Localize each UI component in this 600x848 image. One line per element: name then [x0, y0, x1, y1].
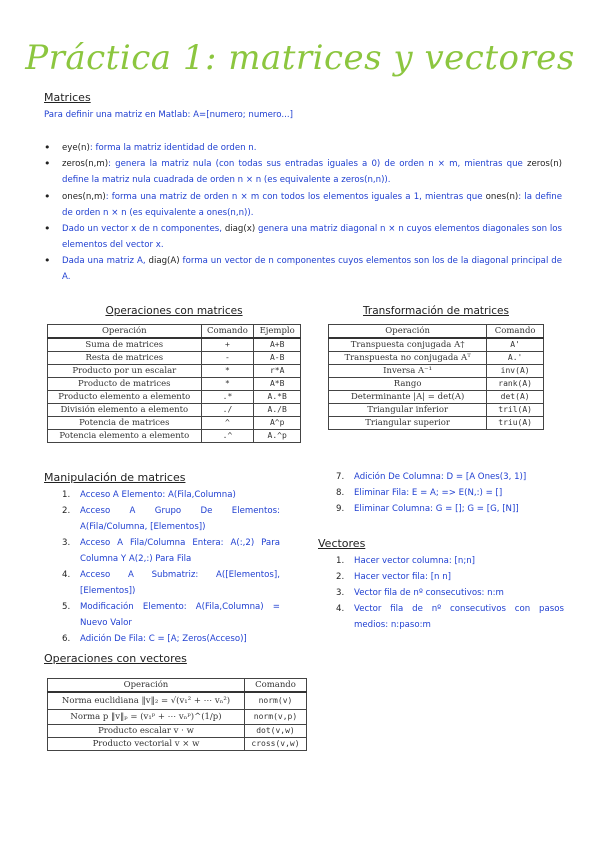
table-row: Transpuesta conjugada A† A'	[329, 338, 544, 352]
list-item: 8. Eliminar Fila: E = A; => E(N,:) = []	[336, 488, 503, 498]
list-item: 1. Hacer vector columna: [n;n]	[336, 556, 476, 566]
table-row: Producto escalar v · w dot(v,w)	[48, 725, 307, 738]
list-item: 1. Acceso A Elemento: A(Fila,Columna)	[62, 490, 236, 500]
ops-matrices-table: Operación Comando Ejemplo Suma de matrices + A+B Resta de matrices - A-B Producto por un escalar * r*A Producto de matrices * A*B Producto elemento a elemento .* A.*B División elemento a elemento ./ A./B Potencia de matrices ^ A^p Potencia elemento a elemento .^ A.^p	[47, 324, 301, 443]
table-row: Inversa A⁻¹ inv(A)	[329, 365, 544, 378]
table-row: Producto de matrices * A*B	[48, 378, 301, 391]
list-item: 4. Acceso A Submatriz: A([Elementos], [Elementos])	[62, 570, 280, 596]
table-row: Potencia elemento a elemento .^ A.^p	[48, 430, 301, 443]
table-row: Triangular inferior tril(A)	[329, 404, 544, 417]
table-row: Producto por un escalar * r*A	[48, 365, 301, 378]
bullet-diag-a: • Dada una matriz A, diag(A) forma un vector de n componentes cuyos elementos son los de la diagonal principal de A.	[62, 253, 562, 285]
table-row: Determinante |A| = det(A) det(A)	[329, 391, 544, 404]
table-row: Transpuesta no conjugada Aᵀ A.'	[329, 352, 544, 365]
list-item: 7. Adición De Columna: D = [A Ones(3, 1)]	[336, 472, 527, 482]
list-item: 2. Acceso A Grupo De Elementos: A(Fila/Columna, [Elementos])	[62, 506, 280, 532]
table-row: Potencia de matrices ^ A^p	[48, 417, 301, 430]
list-item: 3. Vector fila de nº consecutivos: n:m	[336, 588, 504, 598]
table-row: Producto vectorial v × w cross(v,w)	[48, 738, 307, 751]
manipulacion-heading: Manipulación de matrices	[44, 471, 186, 484]
table-row: Norma euclidiana ‖v‖₂ = √(v₁² + ⋯ vₙ²) norm(v)	[48, 692, 307, 710]
matrices-heading: Matrices	[44, 91, 91, 104]
bullet-ones: • ones(n,m): forma una matriz de orden n × m con todos los elementos iguales a 1, mientras que ones(n): la define de orden n × n (es equivalente a ones(n,n)).	[62, 189, 562, 221]
list-item: 4. Vector fila de nº consecutivos con pasos medios: n:paso:m	[336, 604, 564, 630]
matrices-intro: Para definir una matriz en Matlab: A=[numero; numero...]	[44, 110, 293, 120]
table-row: Triangular superior triu(A)	[329, 417, 544, 430]
ops-matrices-caption: Operaciones con matrices	[105, 305, 243, 317]
table-row: Norma p ‖v‖ₚ = (v₁ᵖ + ⋯ vₙᵖ)^(1/p) norm(v,p)	[48, 710, 307, 725]
bullet-eye: • eye(n): forma la matriz identidad de orden n.	[62, 140, 562, 156]
table-row: División elemento a elemento ./ A./B	[48, 404, 301, 417]
list-item: 6. Adición De Fila: C = [A; Zeros(Acceso)]	[62, 634, 247, 644]
table-row: Producto elemento a elemento .* A.*B	[48, 391, 301, 404]
ops-vectores-heading: Operaciones con vectores	[44, 652, 187, 665]
page-title: Práctica 1: matrices y vectores	[25, 38, 575, 78]
ops-vectores-table: Operación Comando Norma euclidiana ‖v‖₂ = √(v₁² + ⋯ vₙ²) norm(v) Norma p ‖v‖ₚ = (v₁ᵖ + ⋯ vₙᵖ)^(1/p) norm(v,p) Producto escalar v · w dot(v,w) Producto vectorial v × w cross(v,w)	[47, 678, 307, 751]
list-item: 2. Hacer vector fila: [n n]	[336, 572, 452, 582]
table-row: Suma de matrices + A+B	[48, 338, 301, 352]
list-item: 5. Modificación Elemento: A(Fila,Columna) = Nuevo Valor	[62, 602, 280, 628]
vectores-heading: Vectores	[318, 537, 366, 550]
transf-table: Operación Comando Transpuesta conjugada A† A' Transpuesta no conjugada Aᵀ A.' Inversa A⁻¹ inv(A) Rango rank(A) Determinante |A| = det(A) det(A) Triangular inferior tril(A) Triangular superior triu(A)	[328, 324, 544, 430]
table-row: Rango rank(A)	[329, 378, 544, 391]
bullet-zeros: • zeros(n,m): genera la matriz nula (con todas sus entradas iguales a 0) de orden n × m, mientras que zeros(n) define la matriz nula cuadrada de orden n × n (es equivalente a zeros(n,n)).	[62, 156, 562, 188]
list-item: 3. Acceso A Fila/Columna Entera: A(:,2) Para Columna Y A(2,:) Para Fila	[62, 538, 280, 564]
list-item: 9. Eliminar Columna: G = []; G = [G, [N]]	[336, 504, 519, 514]
bullet-diag-x: • Dado un vector x de n componentes, diag(x) genera una matriz diagonal n × n cuyos elementos diagonales son los elementos del vector x.	[62, 221, 562, 253]
table-row: Resta de matrices - A-B	[48, 352, 301, 365]
transf-caption: Transformación de matrices	[363, 305, 509, 317]
